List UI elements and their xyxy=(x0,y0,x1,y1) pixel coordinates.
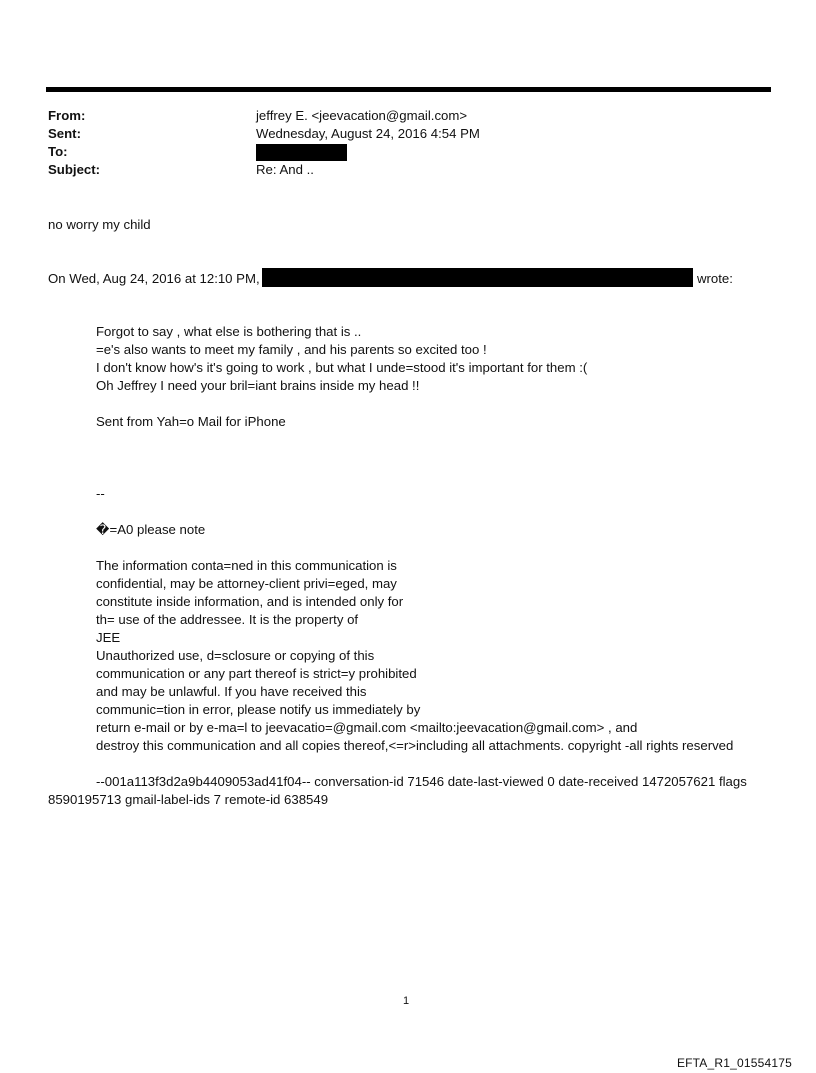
quoted-message xyxy=(96,323,587,395)
quoted-line: Oh Jeffrey I need your bril=iant brains inside my head !! xyxy=(96,378,420,393)
quoted-line: =e's also wants to meet my family , and his parents so excited too ! xyxy=(96,342,487,357)
disclaimer-line: JEE xyxy=(96,630,121,645)
to-label: To: xyxy=(48,144,68,159)
quoted-line: I don't know how's it's going to work , but what I unde=stood it's important for them :( xyxy=(96,360,588,375)
disclaimer-line: destroy this communication and all copies thereof,<=r>including all attachments. copyright -all rights reserved xyxy=(96,738,734,753)
reply-text: no worry my child xyxy=(48,217,151,232)
subject-value: Re: And .. xyxy=(256,162,314,177)
disclaimer xyxy=(96,557,733,755)
disclaimer-line: return e-mail or by e-ma=l to jeevacatio=@gmail.com <mailto:jeevacation@gmail.com> , and xyxy=(96,720,638,735)
disclaimer-line: constitute inside information, and is intended only for xyxy=(96,594,404,609)
sent-label: Sent: xyxy=(48,126,81,141)
note-line: �=A0 please note xyxy=(96,522,206,537)
to-redaction xyxy=(256,144,347,161)
sender-redaction xyxy=(262,268,693,287)
separator: -- xyxy=(96,486,105,501)
quote-intro-prefix: On Wed, Aug 24, 2016 at 12:10 PM, xyxy=(48,271,260,286)
disclaimer-line: Unauthorized use, d=sclosure or copying of this xyxy=(96,648,375,663)
quoted-line: Forgot to say , what else is bothering that is .. xyxy=(96,324,362,339)
subject-label: Subject: xyxy=(48,162,101,177)
sent-value: Wednesday, August 24, 2016 4:54 PM xyxy=(256,126,480,141)
header-rule xyxy=(46,87,771,92)
metadata-line-1: --001a113f3d2a9b4409053ad41f04-- conversation-id 71546 date-last-viewed 0 date-received 1472057621 flags xyxy=(96,774,747,789)
page-number: 1 xyxy=(403,995,410,1007)
from-value: jeffrey E. <jeevacation@gmail.com> xyxy=(256,108,468,123)
from-label: From: xyxy=(48,108,86,123)
disclaimer-line: The information conta=ned in this communication is xyxy=(96,558,397,573)
document-id: EFTA_R1_01554175 xyxy=(676,1056,792,1070)
quote-intro-suffix: wrote: xyxy=(697,271,733,286)
disclaimer-line: th= use of the addressee. It is the property of xyxy=(96,612,359,627)
signature: Sent from Yah=o Mail for iPhone xyxy=(96,414,286,429)
disclaimer-line: and may be unlawful. If you have received this xyxy=(96,684,367,699)
metadata-line-2: 8590195713 gmail-label-ids 7 remote-id 638549 xyxy=(48,792,329,807)
disclaimer-line: communic=tion in error, please notify us immediately by xyxy=(96,702,421,717)
disclaimer-line: confidential, may be attorney-client privi=eged, may xyxy=(96,576,397,591)
disclaimer-line: communication or any part thereof is strict=y prohibited xyxy=(96,666,417,681)
